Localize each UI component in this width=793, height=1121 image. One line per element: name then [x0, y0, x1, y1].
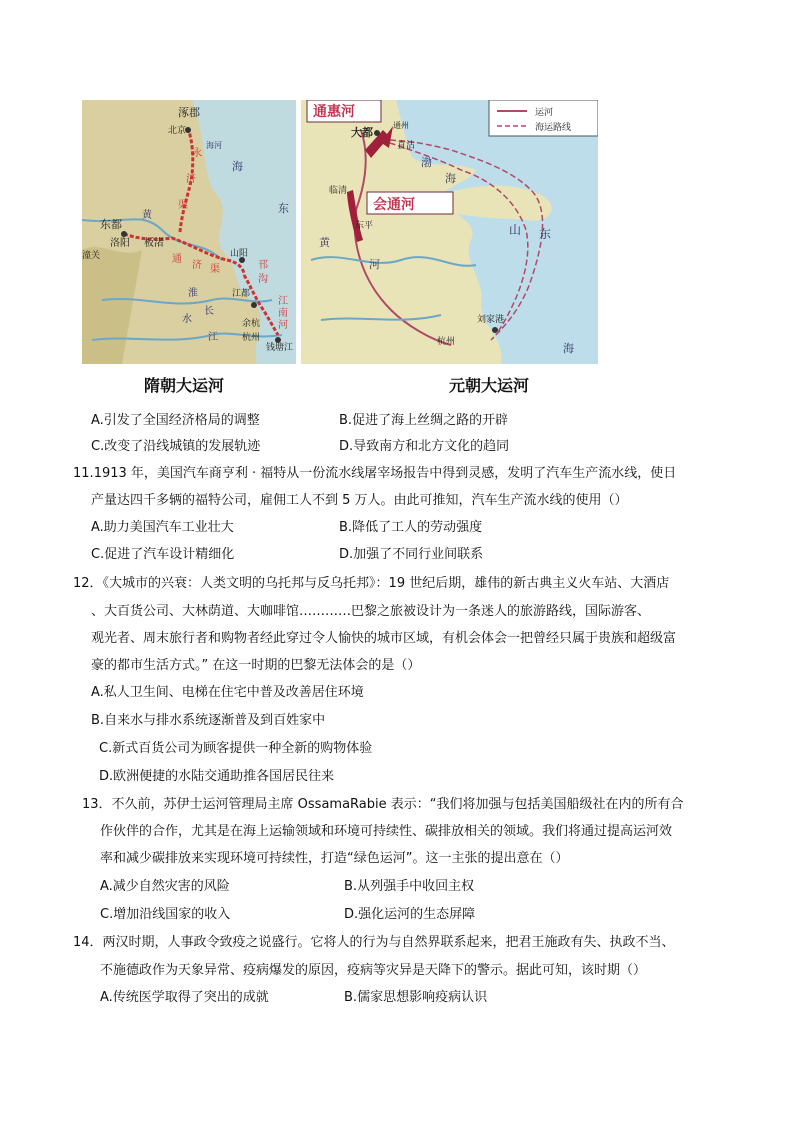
- label-huang: 黄: [319, 236, 330, 249]
- q11-number: 11.: [73, 466, 94, 481]
- legend-sea-route: 海运路线: [535, 123, 572, 133]
- label-tong-1: 通: [172, 254, 182, 265]
- q12-number: 12．: [73, 576, 103, 591]
- label-jiang-2: 南: [278, 308, 288, 319]
- label-shandong: 山: [509, 223, 522, 237]
- q13-option-c[interactable]: C.增加沿线国家的收入: [100, 907, 231, 922]
- q12-stem-line-3: 观光者、周末旅行者和购物者经此穿过令人愉快的城市区域，有机会体会一把曾经只属于贵族和超级富: [91, 631, 677, 646]
- label-guan: 潼关: [82, 251, 101, 261]
- label-dongdu: 东都: [100, 218, 122, 231]
- label-luoyang: 洛阳: [110, 238, 130, 249]
- label-hai: 海: [232, 160, 243, 173]
- label-qiantang: 钱塘江: [266, 343, 294, 353]
- q12-stem-line-4: 豪的都市生活方式。” 在这一时期的巴黎无法体会的是（）: [91, 658, 421, 673]
- label-liujiagang: 刘家港: [477, 315, 505, 325]
- label-huang: 黄: [142, 210, 152, 221]
- label-dong: 东: [539, 227, 552, 241]
- sui-map-caption: 隋朝大运河: [144, 376, 225, 395]
- tonghui-label: 通惠河: [313, 104, 355, 120]
- label-huai: 淮: [188, 288, 198, 299]
- q10-option-c[interactable]: C.改变了沿线城镇的发展轨迹: [91, 439, 261, 454]
- label-hai: 海: [445, 172, 456, 185]
- q14-number: 14．: [73, 935, 103, 950]
- label-he: 河: [369, 258, 380, 271]
- q13-stem-line-3: 率和减少碳排放来实现环境可持续性，打造“绿色运河”。这一主张的提出意在（）: [100, 851, 569, 866]
- label-hangzhou: 杭州: [437, 337, 456, 347]
- q10-option-a[interactable]: A.引发了全国经济格局的调整: [91, 413, 260, 428]
- q11-option-a[interactable]: A.助力美国汽车工业壮大: [91, 520, 234, 535]
- q13-option-a[interactable]: A.减少自然灾害的风险: [100, 879, 230, 894]
- q12-stem-line-2: 、大百货公司、大林荫道、大咖啡馆…………巴黎之旅被设计为一条迷人的旅游路线，国际游客、: [91, 604, 651, 619]
- q12-option-d[interactable]: D.欧洲便捷的水陆交通助推各国居民往来: [99, 769, 335, 784]
- label-bo: 渤: [421, 156, 432, 169]
- q13-option-b[interactable]: B.从列强手中收回主权: [344, 879, 475, 894]
- sui-map-graphic: [82, 100, 296, 364]
- label-han-1: 邗: [258, 260, 268, 271]
- label-dong: 东: [278, 202, 289, 215]
- label-hangzhou: 杭州: [242, 333, 261, 343]
- q14-stem-line-1: 14．两汉时期，人事政令致疫之说盛行。它将人的行为与自然界联系起来，把君王施政有失、执政不当、: [73, 935, 675, 950]
- label-shanyang: 山阳: [230, 249, 249, 259]
- label-yongji-2: 济: [186, 174, 196, 185]
- q10-option-d[interactable]: D.导致南方和北方文化的趋同: [339, 439, 510, 454]
- huitong-label: 会通河: [373, 197, 415, 213]
- label-beijing: 北京: [168, 126, 187, 136]
- label-hai-2: 海: [563, 342, 574, 355]
- q13-number: 13．: [82, 797, 112, 812]
- q11-stem-line-2: 产量达四千多辆的福特公司，雇佣工人不到 5 万人。由此可推知，汽车生产流水线的使用（）: [91, 493, 628, 508]
- q14-stem-line-2: 不施德政作为天象异常、疫病爆发的原因，疫病等灾异是天降下的警示。据此可知，该时期（）: [100, 963, 647, 978]
- q13-stem-line-1: 13．不久前，苏伊士运河管理局主席 OssamaRabie 表示：“我们将加强与包括美国船级社在内的所有合: [82, 797, 684, 812]
- q12-option-a[interactable]: A.私人卫生间、电梯在住宅中普及改善居住环境: [91, 685, 364, 700]
- yuan-map-caption: 元朝大运河: [449, 376, 530, 395]
- q14-option-a[interactable]: A.传统医学取得了突出的成就: [100, 990, 269, 1005]
- q11-option-b[interactable]: B.降低了工人的劳动强度: [339, 520, 483, 535]
- label-shui: 水: [182, 314, 192, 325]
- yuan-map-graphic: [301, 100, 598, 364]
- label-linqing: 临清: [329, 186, 348, 196]
- label-zhigu: 直沽: [397, 141, 416, 151]
- label-jiang-3: 河: [278, 320, 288, 331]
- label-tong-2: 济: [192, 260, 202, 271]
- q13-option-d[interactable]: D.强化运河的生态屏障: [344, 907, 476, 922]
- q12-stem-line-1: 12．《大城市的兴衰：人类文明的乌托邦与反乌托邦》：19 世纪后期，雄伟的新古典主义火车站、大酒店: [73, 576, 670, 591]
- label-yongji-3: 渠: [178, 200, 188, 211]
- label-jiang-1: 江: [278, 296, 288, 307]
- label-dongping: 东平: [355, 221, 374, 231]
- label-tongzhou: 通州: [393, 121, 409, 130]
- q12-option-c[interactable]: C.新式百货公司为顾客提供一种全新的购物体验: [99, 741, 373, 756]
- label-chang: 长: [204, 306, 214, 317]
- label-banzhu: 板渚: [144, 238, 164, 249]
- legend-canal: 运河: [535, 108, 554, 118]
- q12-option-b[interactable]: B.自来水与排水系统逐渐普及到百姓家中: [91, 713, 326, 728]
- label-jiangdu: 江都: [232, 289, 251, 299]
- label-yongji-1: 永: [192, 148, 202, 159]
- yuan-canal-map: [301, 100, 598, 364]
- q11-option-d[interactable]: D.加强了不同行业间联系: [339, 547, 484, 562]
- label-haihe: 海河: [206, 141, 222, 150]
- label-tong-3: 渠: [210, 264, 220, 275]
- sui-canal-map: [82, 100, 296, 364]
- q11-option-c[interactable]: C.促进了汽车设计精细化: [91, 547, 235, 562]
- q14-option-b[interactable]: B.儒家思想影响疫病认识: [344, 990, 488, 1005]
- label-yuhang: 余杭: [242, 319, 261, 329]
- q10-option-b[interactable]: B.促进了海上丝绸之路的开辟: [339, 413, 509, 428]
- label-han-2: 沟: [258, 274, 268, 285]
- label-jiang-river: 江: [208, 332, 218, 343]
- q11-stem-line-1: 11.1913 年，美国汽车商亨利 · 福特从一份流水线屠宰场报告中得到灵感，发明了汽车生产流水线，使日: [73, 466, 677, 481]
- q13-stem-line-2: 作伙伴的合作，尤其是在海上运输领域和环境可持续性、碳排放相关的领域。我们将通过提高运河效: [100, 824, 673, 839]
- label-dadu: 大都: [351, 126, 373, 139]
- label-zhuojun: 涿郡: [178, 106, 200, 119]
